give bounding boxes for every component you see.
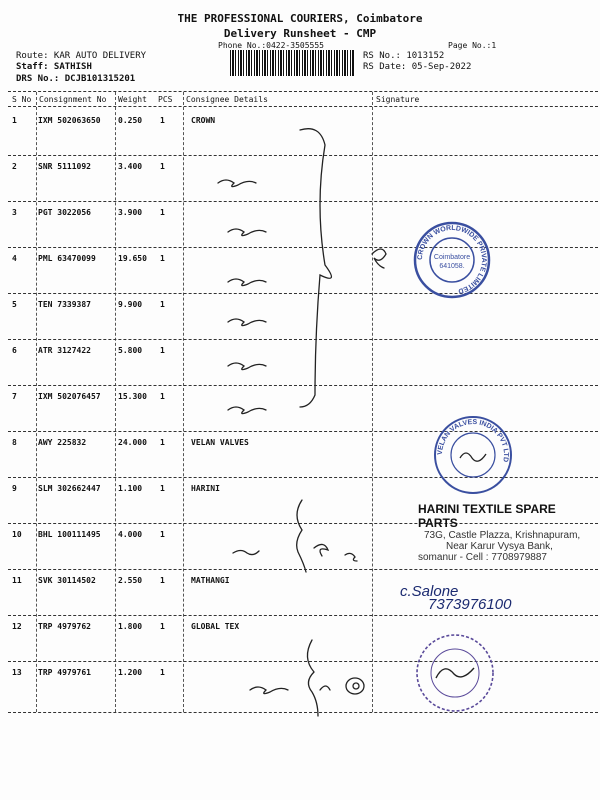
- row-consignment: TRP 4979761: [38, 668, 91, 677]
- row-weight: 1.800: [118, 622, 143, 631]
- stamp-ring-text: VELAN VALVES INDIA PVT LTD: [436, 418, 510, 463]
- row-weight: 1.100: [118, 484, 143, 493]
- row-consignment: SLM 302662447: [38, 484, 101, 493]
- signature-scribble: [233, 551, 259, 555]
- row-pcs: 1: [160, 208, 165, 217]
- row-consignment: PGT 3022056: [38, 208, 91, 217]
- col-header-pcs: PCS: [158, 95, 173, 104]
- row-consignment: IXM 502063650: [38, 116, 101, 125]
- stamp-seal-icon: [414, 632, 496, 714]
- col-header-weight: Weight: [118, 95, 147, 104]
- row-sno: 1: [12, 116, 17, 125]
- signature-scribble: [372, 249, 386, 268]
- row-weight: 19.650: [118, 254, 147, 263]
- row-consignment: ATR 3127422: [38, 346, 91, 355]
- row-consignment: TEN 7339387: [38, 300, 91, 309]
- row-weight: 24.000: [118, 438, 147, 447]
- row-consignment: AWY 225832: [38, 438, 87, 447]
- runsheet-title: Delivery Runsheet - CMP: [223, 27, 377, 40]
- row-pcs: 1: [160, 254, 165, 263]
- bracket-mark: [300, 129, 331, 407]
- row-pcs: 1: [160, 162, 165, 171]
- row-consignee: GLOBAL TEX: [191, 622, 240, 631]
- velan-company-stamp: [432, 414, 514, 496]
- row-sno: 6: [12, 346, 17, 355]
- row-sno: 12: [12, 622, 22, 631]
- row-consignee: VELAN VALVES: [191, 438, 249, 447]
- row-sno: 10: [12, 530, 22, 539]
- route-label: Route: KAR AUTO DELIVERY: [16, 51, 147, 61]
- stamp-address-line: 73G, Castle Plazza, Krishnapuram,: [424, 530, 581, 541]
- signature-scribble: [346, 678, 364, 694]
- col-header-consignee: Consignee Details: [186, 95, 268, 104]
- row-sno: 11: [12, 576, 22, 585]
- stamp-address-line: somanur - Cell : 7708979887: [418, 552, 547, 563]
- row-pcs: 1: [160, 668, 165, 677]
- row-pcs: 1: [160, 576, 165, 585]
- row-weight: 0.250: [118, 116, 143, 125]
- row-weight: 4.000: [118, 530, 143, 539]
- row-sno: 3: [12, 208, 17, 217]
- row-sno: 5: [12, 300, 17, 309]
- stamp-company-name: HARINI TEXTILE SPARE PARTS: [418, 502, 556, 530]
- row-consignment: SVK 30114502: [38, 576, 96, 585]
- row-consignee: CROWN: [191, 116, 216, 125]
- harini-company-stamp: [418, 502, 598, 563]
- stamp-seal-icon: [412, 220, 492, 300]
- stamp-seal-icon: [432, 414, 514, 496]
- signature-scribble: [345, 553, 357, 561]
- stamp-center-text: Coimbatore: [433, 254, 471, 261]
- col-header-sno: S No: [12, 95, 32, 104]
- rs-number: RS No.: 1013152: [363, 51, 445, 61]
- signature-scribble: [228, 279, 266, 286]
- row-consignment: IXM 502076457: [38, 392, 101, 401]
- row-pcs: 1: [160, 530, 165, 539]
- handwritten-name: c.Salone: [400, 583, 459, 600]
- rs-date: RS Date: 05-Sep-2022: [363, 62, 472, 72]
- row-sno: 9: [12, 484, 17, 493]
- row-sno: 7: [12, 392, 17, 401]
- drs-number: DRS No.: DCJB101315201: [16, 74, 136, 84]
- row-pcs: 1: [160, 622, 165, 631]
- row-sno: 8: [12, 438, 17, 447]
- signature-scribble: [314, 544, 328, 556]
- row-pcs: 1: [160, 116, 165, 125]
- row-pcs: 1: [160, 300, 165, 309]
- page-number: Page No.:1: [448, 41, 497, 50]
- col-header-consignment: Consignment No: [39, 95, 107, 104]
- row-pcs: 1: [160, 346, 165, 355]
- company-name: THE PROFESSIONAL COURIERS, Coimbatore: [177, 12, 423, 25]
- signature-scribble: [320, 686, 330, 690]
- row-pcs: 1: [160, 484, 165, 493]
- row-weight: 2.550: [118, 576, 143, 585]
- row-consignee: MATHANGI: [191, 576, 230, 585]
- global-tex-stamp: [414, 632, 496, 714]
- row-weight: 5.800: [118, 346, 143, 355]
- row-pcs: 1: [160, 392, 165, 401]
- signature-scribble: [353, 683, 359, 689]
- stamp-code-text: 641058.: [439, 263, 465, 270]
- row-weight: 3.400: [118, 162, 143, 171]
- phone-number: Phone No.:0422-3505555: [218, 41, 324, 50]
- row-consignment: PML 63470099: [38, 254, 96, 263]
- staff-label: Staff: SATHISH: [16, 62, 92, 72]
- row-weight: 15.300: [118, 392, 147, 401]
- stamp-address-line: Near Karur Vysya Bank,: [446, 541, 553, 552]
- signature-scribble: [228, 407, 266, 414]
- row-consignment: BHL 100111495: [38, 530, 101, 539]
- signature-scribble: [250, 687, 288, 694]
- row-weight: 9.900: [118, 300, 143, 309]
- row-consignment: TRP 4979762: [38, 622, 91, 631]
- row-sno: 4: [12, 254, 17, 263]
- row-consignment: SNR 5111092: [38, 162, 91, 171]
- col-header-signature: Signature: [376, 95, 420, 104]
- crown-company-stamp: [412, 220, 492, 300]
- row-sno: 13: [12, 668, 22, 677]
- row-consignee: HARINI: [191, 484, 220, 493]
- signature-scribble: [228, 319, 266, 326]
- row-pcs: 1: [160, 438, 165, 447]
- row-sno: 2: [12, 162, 17, 171]
- bracket-mark: [297, 500, 306, 572]
- handwritten-phone: 7373976100: [428, 596, 512, 613]
- bracket-mark: [307, 640, 318, 716]
- signature-scribble: [228, 363, 266, 370]
- stamp-ring-text: CROWN WORLDWIDE PRIVATE LIMITED: [416, 224, 488, 295]
- signature-scribble: [228, 229, 266, 236]
- row-weight: 3.900: [118, 208, 143, 217]
- row-weight: 1.200: [118, 668, 143, 677]
- signature-scribble: [218, 180, 256, 187]
